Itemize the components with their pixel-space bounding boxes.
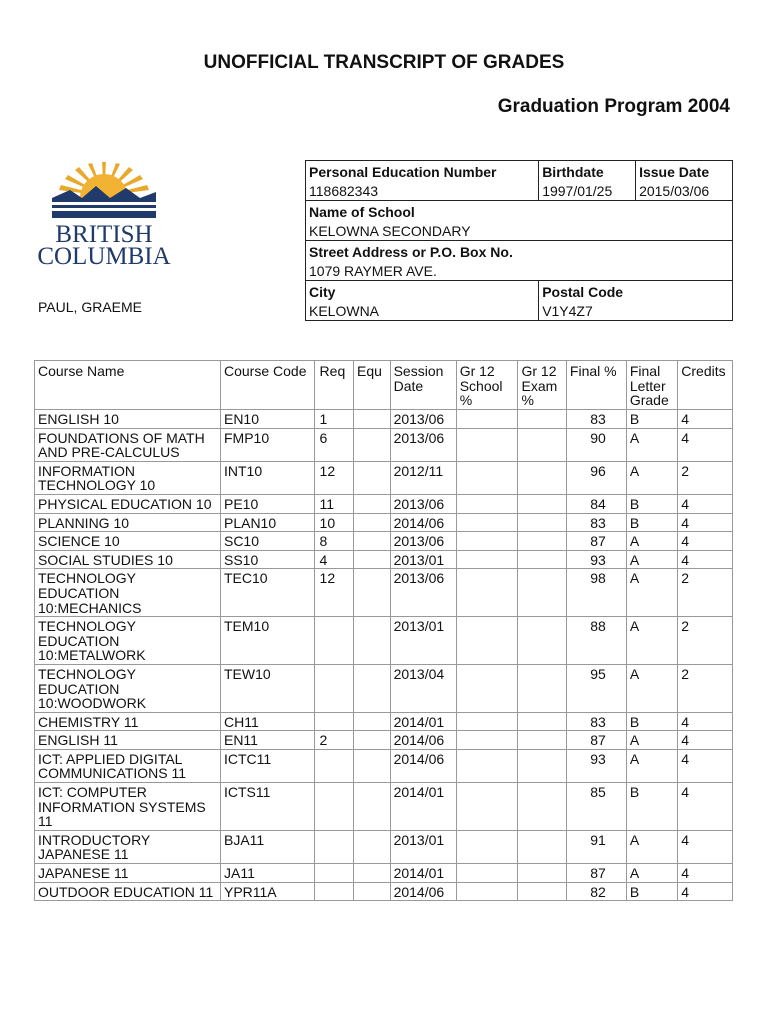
course-credits: 2: [678, 461, 733, 494]
course-letter: B: [626, 783, 677, 831]
birthdate-value: 1997/01/25: [539, 183, 636, 201]
course-credits: 4: [678, 410, 733, 429]
course-equ: [354, 617, 391, 665]
course-final-pct: 84: [566, 494, 626, 513]
course-final-pct: 93: [566, 550, 626, 569]
bc-logo: [34, 158, 174, 270]
pen-value: 118682343: [306, 183, 539, 201]
city-label: City: [306, 281, 539, 304]
table-row: [35, 712, 733, 731]
course-code: TEM10: [220, 617, 314, 665]
course-session: 2014/06: [390, 749, 456, 782]
course-school-pct: [456, 513, 518, 532]
course-session: 2014/01: [390, 712, 456, 731]
grades-table: [34, 360, 733, 901]
course-final-pct: 82: [566, 882, 626, 901]
course-final-pct: 95: [566, 664, 626, 712]
course-code: PLAN10: [220, 513, 314, 532]
table-row: [35, 550, 733, 569]
col-course-code: Course Code: [220, 361, 314, 410]
course-equ: [354, 830, 391, 863]
table-row: [35, 731, 733, 750]
course-school-pct: [456, 830, 518, 863]
course-school-pct: [456, 749, 518, 782]
course-req: 12: [314, 569, 354, 617]
course-equ: [354, 550, 391, 569]
course-req: 1: [314, 410, 354, 429]
course-school-pct: [456, 410, 518, 429]
course-exam-pct: [518, 569, 566, 617]
course-exam-pct: [518, 830, 566, 863]
birthdate-label: Birthdate: [539, 161, 636, 184]
course-school-pct: [456, 428, 518, 461]
course-letter: A: [626, 864, 677, 883]
course-req: 11: [314, 494, 354, 513]
course-session: 2012/11: [390, 461, 456, 494]
course-school-pct: [456, 461, 518, 494]
course-final-pct: 87: [566, 731, 626, 750]
course-credits: 4: [678, 428, 733, 461]
course-exam-pct: [518, 428, 566, 461]
table-row: [35, 664, 733, 712]
course-code: FMP10: [220, 428, 314, 461]
course-req: 8: [314, 532, 354, 551]
col-gr12-exam: Gr 12 Exam %: [518, 361, 566, 410]
course-school-pct: [456, 494, 518, 513]
col-final-pct: Final %: [566, 361, 626, 410]
course-exam-pct: [518, 513, 566, 532]
course-session: 2014/06: [390, 731, 456, 750]
course-equ: [354, 712, 391, 731]
table-row: [35, 494, 733, 513]
student-name: PAUL, GRAEME: [38, 299, 142, 315]
course-name: ICT: APPLIED DIGITAL COMMUNICATIONS 11: [35, 749, 221, 782]
issue-date-value: 2015/03/06: [636, 183, 733, 201]
course-credits: 4: [678, 731, 733, 750]
course-equ: [354, 513, 391, 532]
course-code: SS10: [220, 550, 314, 569]
course-school-pct: [456, 569, 518, 617]
course-equ: [354, 569, 391, 617]
course-school-pct: [456, 731, 518, 750]
course-credits: 2: [678, 664, 733, 712]
course-letter: B: [626, 494, 677, 513]
table-row: [35, 783, 733, 831]
course-req: [314, 830, 354, 863]
pen-label: Personal Education Number: [306, 161, 539, 184]
course-letter: A: [626, 830, 677, 863]
table-row: [35, 830, 733, 863]
course-req: [314, 749, 354, 782]
course-exam-pct: [518, 731, 566, 750]
course-school-pct: [456, 664, 518, 712]
course-school-pct: [456, 550, 518, 569]
course-session: 2014/01: [390, 783, 456, 831]
course-equ: [354, 428, 391, 461]
course-session: 2013/06: [390, 410, 456, 429]
course-session: 2013/01: [390, 550, 456, 569]
course-name: PHYSICAL EDUCATION 10: [35, 494, 221, 513]
course-req: 6: [314, 428, 354, 461]
course-session: 2014/01: [390, 864, 456, 883]
course-final-pct: 87: [566, 864, 626, 883]
course-code: BJA11: [220, 830, 314, 863]
course-final-pct: 90: [566, 428, 626, 461]
course-school-pct: [456, 617, 518, 665]
course-exam-pct: [518, 410, 566, 429]
course-school-pct: [456, 882, 518, 901]
city-value: KELOWNA: [306, 303, 539, 321]
course-name: INFORMATION TECHNOLOGY 10: [35, 461, 221, 494]
course-final-pct: 83: [566, 513, 626, 532]
course-credits: 2: [678, 569, 733, 617]
course-exam-pct: [518, 664, 566, 712]
course-code: JA11: [220, 864, 314, 883]
table-row: [35, 882, 733, 901]
course-final-pct: 91: [566, 830, 626, 863]
course-name: TECHNOLOGY EDUCATION 10:WOODWORK: [35, 664, 221, 712]
course-code: SC10: [220, 532, 314, 551]
course-name: TECHNOLOGY EDUCATION 10:METALWORK: [35, 617, 221, 665]
col-credits: Credits: [678, 361, 733, 410]
course-equ: [354, 882, 391, 901]
course-session: 2013/06: [390, 569, 456, 617]
table-row: [35, 410, 733, 429]
course-exam-pct: [518, 617, 566, 665]
course-exam-pct: [518, 532, 566, 551]
course-credits: 4: [678, 864, 733, 883]
course-req: 10: [314, 513, 354, 532]
course-session: 2013/06: [390, 494, 456, 513]
course-name: TECHNOLOGY EDUCATION 10:MECHANICS: [35, 569, 221, 617]
course-equ: [354, 494, 391, 513]
course-letter: A: [626, 461, 677, 494]
course-exam-pct: [518, 494, 566, 513]
course-letter: A: [626, 569, 677, 617]
course-final-pct: 88: [566, 617, 626, 665]
course-letter: A: [626, 749, 677, 782]
col-gr12-school: Gr 12 School %: [456, 361, 518, 410]
course-credits: 4: [678, 494, 733, 513]
course-name: ICT: COMPUTER INFORMATION SYSTEMS 11: [35, 783, 221, 831]
course-school-pct: [456, 783, 518, 831]
course-exam-pct: [518, 550, 566, 569]
table-row: [35, 864, 733, 883]
course-school-pct: [456, 532, 518, 551]
course-final-pct: 85: [566, 783, 626, 831]
col-course-name: Course Name: [35, 361, 221, 410]
logo-text-british: BRITISH: [55, 221, 153, 248]
course-credits: 4: [678, 749, 733, 782]
logo-text-columbia: COLUMBIA: [37, 243, 171, 270]
course-credits: 4: [678, 532, 733, 551]
course-letter: A: [626, 550, 677, 569]
course-name: SCIENCE 10: [35, 532, 221, 551]
course-name: CHEMISTRY 11: [35, 712, 221, 731]
col-req: Req: [314, 361, 354, 410]
course-credits: 4: [678, 783, 733, 831]
course-req: 4: [314, 550, 354, 569]
course-letter: A: [626, 428, 677, 461]
course-equ: [354, 532, 391, 551]
address-label: Street Address or P.O. Box No.: [306, 241, 733, 264]
course-equ: [354, 731, 391, 750]
course-letter: A: [626, 664, 677, 712]
course-exam-pct: [518, 882, 566, 901]
course-credits: 4: [678, 882, 733, 901]
course-name: PLANNING 10: [35, 513, 221, 532]
postal-value: V1Y4Z7: [539, 303, 733, 321]
course-session: 2013/01: [390, 830, 456, 863]
course-credits: 4: [678, 830, 733, 863]
course-name: ENGLISH 11: [35, 731, 221, 750]
col-final-letter: Final Letter Grade: [626, 361, 677, 410]
course-name: SOCIAL STUDIES 10: [35, 550, 221, 569]
course-name: JAPANESE 11: [35, 864, 221, 883]
course-final-pct: 83: [566, 410, 626, 429]
course-letter: A: [626, 532, 677, 551]
course-req: [314, 864, 354, 883]
course-equ: [354, 410, 391, 429]
course-code: ICTS11: [220, 783, 314, 831]
program-title: Graduation Program 2004: [497, 96, 730, 117]
course-code: EN11: [220, 731, 314, 750]
course-code: PE10: [220, 494, 314, 513]
course-code: ICTC11: [220, 749, 314, 782]
school-value: KELOWNA SECONDARY: [306, 223, 733, 241]
course-code: EN10: [220, 410, 314, 429]
course-equ: [354, 664, 391, 712]
course-letter: B: [626, 513, 677, 532]
course-exam-pct: [518, 461, 566, 494]
course-req: 2: [314, 731, 354, 750]
postal-label: Postal Code: [539, 281, 733, 304]
course-school-pct: [456, 864, 518, 883]
course-code: CH11: [220, 712, 314, 731]
course-session: 2014/06: [390, 513, 456, 532]
course-req: 12: [314, 461, 354, 494]
course-final-pct: 96: [566, 461, 626, 494]
course-letter: B: [626, 882, 677, 901]
course-exam-pct: [518, 749, 566, 782]
course-school-pct: [456, 712, 518, 731]
course-name: OUTDOOR EDUCATION 11: [35, 882, 221, 901]
course-req: [314, 783, 354, 831]
course-name: FOUNDATIONS OF MATH AND PRE-CALCULUS: [35, 428, 221, 461]
course-credits: 2: [678, 617, 733, 665]
table-row: [35, 569, 733, 617]
course-session: 2014/06: [390, 882, 456, 901]
course-equ: [354, 864, 391, 883]
course-name: ENGLISH 10: [35, 410, 221, 429]
course-equ: [354, 461, 391, 494]
course-equ: [354, 783, 391, 831]
issue-date-label: Issue Date: [636, 161, 733, 184]
course-letter: A: [626, 617, 677, 665]
course-credits: 4: [678, 513, 733, 532]
table-row: [35, 513, 733, 532]
course-equ: [354, 749, 391, 782]
table-row: [35, 749, 733, 782]
course-req: [314, 664, 354, 712]
course-letter: B: [626, 410, 677, 429]
course-req: [314, 882, 354, 901]
document-title: UNOFFICIAL TRANSCRIPT OF GRADES: [203, 52, 565, 73]
table-row: [35, 428, 733, 461]
course-code: TEC10: [220, 569, 314, 617]
course-req: [314, 712, 354, 731]
table-row: [35, 617, 733, 665]
course-letter: B: [626, 712, 677, 731]
course-code: INT10: [220, 461, 314, 494]
course-exam-pct: [518, 712, 566, 731]
address-value: 1079 RAYMER AVE.: [306, 263, 733, 281]
course-exam-pct: [518, 783, 566, 831]
course-letter: A: [626, 731, 677, 750]
course-session: 2013/06: [390, 532, 456, 551]
course-final-pct: 87: [566, 532, 626, 551]
col-equ: Equ: [354, 361, 391, 410]
course-final-pct: 98: [566, 569, 626, 617]
table-row: [35, 461, 733, 494]
course-session: 2013/06: [390, 428, 456, 461]
course-credits: 4: [678, 550, 733, 569]
table-row: [35, 532, 733, 551]
course-code: YPR11A: [220, 882, 314, 901]
course-credits: 4: [678, 712, 733, 731]
course-req: [314, 617, 354, 665]
course-session: 2013/04: [390, 664, 456, 712]
course-name: INTRODUCTORY JAPANESE 11: [35, 830, 221, 863]
course-code: TEW10: [220, 664, 314, 712]
school-label: Name of School: [306, 201, 733, 224]
student-info-table: [305, 160, 733, 321]
col-session-date: Session Date: [390, 361, 456, 410]
grades-header-row: [35, 361, 733, 410]
course-exam-pct: [518, 864, 566, 883]
course-final-pct: 93: [566, 749, 626, 782]
course-session: 2013/01: [390, 617, 456, 665]
course-final-pct: 83: [566, 712, 626, 731]
